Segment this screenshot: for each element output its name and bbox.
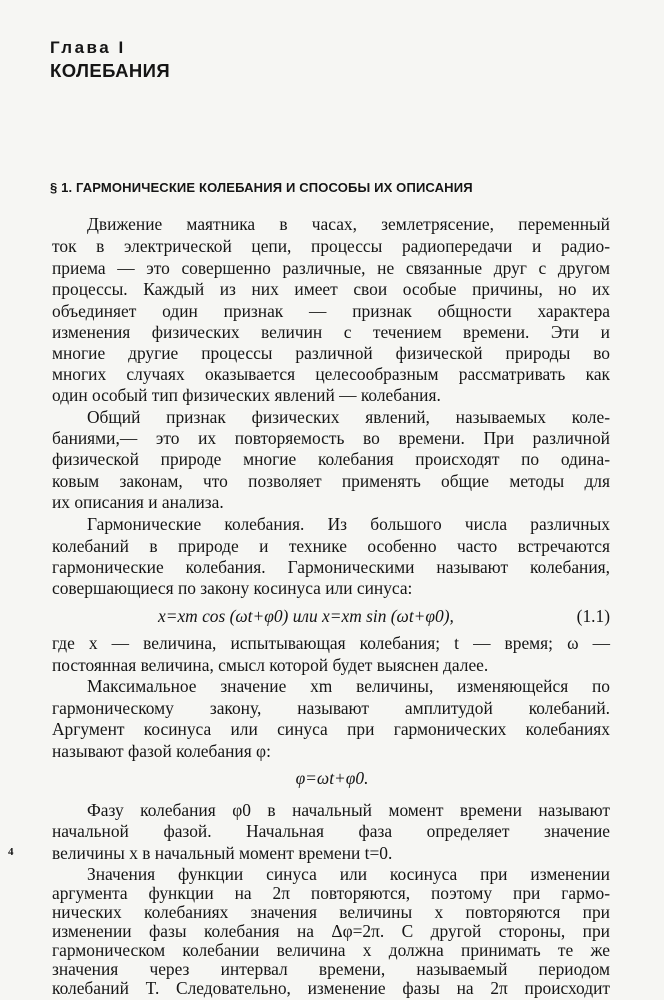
text-line: постоянная величина, смысл которой будет выяснен далее. <box>52 655 489 675</box>
formula-1-1 <box>52 606 610 626</box>
text-line: гармоническом колебании величина x должна принимать те же <box>52 940 610 960</box>
text-line: колебаний в природе и технике особенно часто встречаются <box>52 536 610 556</box>
text-line: многие другие процессы различной физической природы во <box>52 343 610 363</box>
text-line: называют фазой колебания φ: <box>52 741 271 761</box>
page-number: 4 <box>8 846 14 858</box>
text-line: их описания и анализа. <box>52 492 224 512</box>
text-line: Движение маятника в часах, землетрясение, переменный <box>87 214 610 234</box>
text-line: величины x в начальный момент времени t=0. <box>52 843 393 863</box>
chapter-label: Глава I <box>50 38 126 57</box>
text-line: Гармонические колебания. Из большого числа различных <box>87 514 610 534</box>
formula-phase: φ=ωt+φ0. <box>295 768 369 788</box>
text-line: нических колебаниях значения величины x повторяются при <box>52 902 610 922</box>
text-line: Общий признак физических явлений, называемых коле- <box>87 407 610 427</box>
text-line: совершающиеся по закону косинуса или синуса: <box>52 578 413 598</box>
text-line: физической природе многие колебания происходят по одина- <box>52 449 610 469</box>
text-line: гармонические колебания. Гармоническими называют колебания, <box>52 557 610 577</box>
text-line: значения через интервал времени, называемый периодом <box>52 959 610 979</box>
text-line: колебаний T. Следовательно, изменение фазы на 2π происходит <box>52 978 610 998</box>
text-line: изменения физических величин с течением времени. Эти и <box>52 322 610 342</box>
text-line: гармоническому закону, называют амплитудой колебаний. <box>52 698 610 718</box>
text-line: процессы. Каждый из них имеет свои особые причины, но их <box>52 279 610 299</box>
text-line: аргумента функции на 2π повторяются, поэтому при гармо- <box>52 883 610 903</box>
formula-number: (1.1) <box>576 606 610 626</box>
text-line: приема — это совершенно различные, не связанные друг с другом <box>52 258 610 278</box>
text-line: Аргумент косинуса или синуса при гармонических колебаниях <box>52 719 610 739</box>
text-line: один особый тип физических явлений — колебания. <box>52 385 441 405</box>
formula-expression: x=xm cos (ωt+φ0) или x=xm sin (ωt+φ0), <box>158 606 454 626</box>
text-line: изменении фазы колебания на Δφ=2π. С другой стороны, при <box>52 921 610 941</box>
section-heading: § 1. ГАРМОНИЧЕСКИЕ КОЛЕБАНИЯ И СПОСОБЫ ИХ ОПИСАНИЯ <box>50 180 473 195</box>
text-line: ток в электрической цепи, процессы радиопередачи и радио- <box>52 236 610 256</box>
text-line: Фазу колебания φ0 в начальный момент времени называют <box>87 800 610 820</box>
text-line: Максимальное значение xm величины, изменяющейся по <box>87 676 610 696</box>
text-line: ковым законам, что позволяет применять общие методы для <box>52 471 610 491</box>
text-line: начальной фазой. Начальная фаза определяет значение <box>52 821 610 841</box>
text-line: Значения функции синуса или косинуса при изменении <box>87 864 610 884</box>
chapter-title: КОЛЕБАНИЯ <box>50 60 171 81</box>
text-line: баниями,— это их повторяемость во времени. При различной <box>52 428 610 448</box>
text-line: объединяет один признак — признак общности характера <box>52 301 610 321</box>
text-line: многих случаях оказывается целесообразным рассматривать как <box>52 364 610 384</box>
text-line: где x — величина, испытывающая колебания; t — время; ω — <box>52 633 610 653</box>
